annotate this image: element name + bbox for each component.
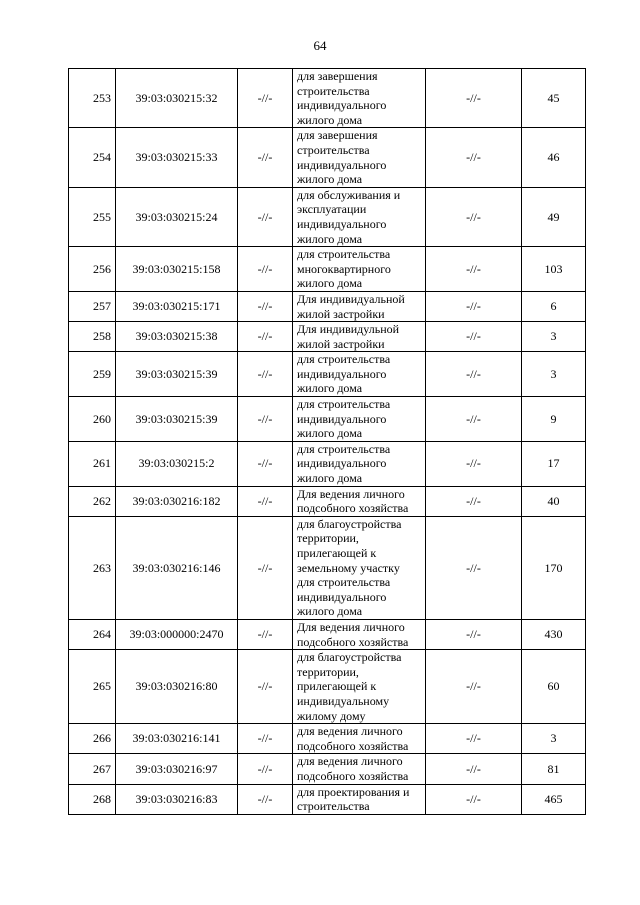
permitted-use-line: для благоустройства [297,516,402,531]
row-number: 265 [69,650,116,724]
table-row [69,128,586,187]
ditto-mark: -//- [426,247,522,292]
row-number: 266 [69,724,116,754]
cadastral-number: 39:03:030216:83 [116,784,238,814]
table-row [69,291,586,321]
permitted-use-line: жилого дома [297,112,363,127]
permitted-use-line: для ведения личного [297,724,403,739]
area-value: 46 [522,128,586,187]
row-number: 263 [69,516,116,619]
permitted-use [293,516,426,619]
ditto-mark: -//- [238,486,293,516]
permitted-use [293,724,426,754]
ditto-mark: -//- [426,650,522,724]
permitted-use-line: Для индивидульной [297,322,400,337]
cadastral-number: 39:03:030215:39 [116,397,238,442]
row-number: 255 [69,187,116,246]
cadastral-number: 39:03:030215:158 [116,247,238,292]
table-row [69,322,586,352]
row-number: 256 [69,247,116,292]
permitted-use [293,486,426,516]
permitted-use-line: Для индивидуальной [297,291,405,306]
table-row [69,516,586,619]
permitted-use-line: индивидуального [297,157,387,172]
table-row [69,486,586,516]
row-number: 260 [69,397,116,442]
table-row [69,187,586,246]
area-value: 60 [522,650,586,724]
row-number: 253 [69,69,116,128]
permitted-use-line: жилой застройки [297,336,385,351]
ditto-mark: -//- [238,352,293,397]
permitted-use-line: для завершения [297,128,378,143]
permitted-use [293,441,426,486]
ditto-mark: -//- [426,291,522,321]
ditto-mark: -//- [238,69,293,128]
permitted-use-line: индивидуального [297,411,387,426]
cadastral-number: 39:03:030215:33 [116,128,238,187]
permitted-use-line: для строительства [297,247,391,262]
permitted-use-line: строительства [297,83,370,98]
row-number: 264 [69,619,116,649]
permitted-use-line: для благоустройства [297,650,402,665]
permitted-use-line: Для ведения личного [297,486,405,501]
ditto-mark: -//- [238,441,293,486]
ditto-mark: -//- [426,619,522,649]
permitted-use-line: для обслуживания и [297,187,401,202]
permitted-use-line: подсобного хозяйства [297,738,409,753]
permitted-use-line: территории, [297,531,359,546]
permitted-use-line: многоквартирного [297,261,391,276]
permitted-use-line: для ведения личного [297,754,403,769]
ditto-mark: -//- [426,322,522,352]
area-value: 430 [522,619,586,649]
permitted-use [293,619,426,649]
row-number: 259 [69,352,116,397]
ditto-mark: -//- [238,754,293,784]
permitted-use-line: эксплуатации [297,202,367,217]
ditto-mark: -//- [238,516,293,619]
permitted-use-line: для строительства [297,397,391,412]
ditto-mark: -//- [238,128,293,187]
row-number: 258 [69,322,116,352]
cadastral-number: 39:03:030215:24 [116,187,238,246]
row-number: 268 [69,784,116,814]
row-number: 254 [69,128,116,187]
permitted-use-line: жилого дома [297,381,363,396]
area-value: 9 [522,397,586,442]
ditto-mark: -//- [238,784,293,814]
table-row [69,754,586,784]
permitted-use-line: жилого дома [297,604,363,619]
ditto-mark: -//- [238,724,293,754]
permitted-use-line: жилой застройки [297,306,385,321]
cadastral-number: 39:03:030215:171 [116,291,238,321]
permitted-use-line: подсобного хозяйства [297,634,409,649]
permitted-use [293,128,426,187]
permitted-use [293,322,426,352]
permitted-use [293,397,426,442]
permitted-use-line: прилегающей к [297,679,377,694]
land-plots-table [68,68,586,815]
area-value: 49 [522,187,586,246]
cadastral-number: 39:03:030215:2 [116,441,238,486]
row-number: 262 [69,486,116,516]
table-row [69,650,586,724]
permitted-use-line: строительства [297,142,370,157]
permitted-use [293,187,426,246]
permitted-use-line: индивидуального [297,366,387,381]
ditto-mark: -//- [426,784,522,814]
row-number: 257 [69,291,116,321]
table-row [69,397,586,442]
ditto-mark: -//- [426,187,522,246]
area-value: 465 [522,784,586,814]
ditto-mark: -//- [426,352,522,397]
cadastral-number: 39:03:030216:146 [116,516,238,619]
permitted-use-line: жилого дома [297,426,363,441]
area-value: 81 [522,754,586,784]
ditto-mark: -//- [426,69,522,128]
cadastral-number: 39:03:030216:182 [116,486,238,516]
ditto-mark: -//- [238,247,293,292]
permitted-use-line: жилому дому [297,708,366,723]
area-value: 3 [522,724,586,754]
ditto-mark: -//- [238,187,293,246]
permitted-use-line: для завершения [297,69,378,83]
ditto-mark: -//- [426,397,522,442]
area-value: 170 [522,516,586,619]
table-body [69,69,586,815]
area-value: 3 [522,322,586,352]
permitted-use-line: для проектирования и [297,784,410,799]
table-row [69,69,586,128]
ditto-mark: -//- [426,128,522,187]
cadastral-number: 39:03:030215:32 [116,69,238,128]
permitted-use-line: жилого дома [297,172,363,187]
ditto-mark: -//- [426,754,522,784]
row-number: 261 [69,441,116,486]
cadastral-number: 39:03:030215:38 [116,322,238,352]
permitted-use [293,754,426,784]
ditto-mark: -//- [426,516,522,619]
cadastral-number: 39:03:030216:97 [116,754,238,784]
permitted-use [293,784,426,814]
area-value: 103 [522,247,586,292]
permitted-use-line: жилого дома [297,471,363,486]
permitted-use-line: земельному участку [297,560,400,575]
ditto-mark: -//- [238,650,293,724]
permitted-use-line: строительства [297,799,370,814]
permitted-use-line: для строительства [297,441,391,456]
permitted-use-line: жилого дома [297,231,363,246]
permitted-use-line: индивидуального [297,216,387,231]
ditto-mark: -//- [426,441,522,486]
cadastral-number: 39:03:030215:39 [116,352,238,397]
permitted-use-line: жилого дома [297,276,363,291]
permitted-use-line: подсобного хозяйства [297,501,409,516]
row-number: 267 [69,754,116,784]
ditto-mark: -//- [238,397,293,442]
permitted-use [293,352,426,397]
cadastral-number: 39:03:030216:80 [116,650,238,724]
permitted-use-line: прилегающей к [297,546,377,560]
permitted-use-line: индивидуальному [297,693,390,708]
table-row [69,441,586,486]
table-row [69,619,586,649]
permitted-use-line: подсобного хозяйства [297,768,409,783]
permitted-use [293,69,426,128]
permitted-use [293,650,426,724]
permitted-use-line: индивидуального [297,456,387,471]
ditto-mark: -//- [426,724,522,754]
permitted-use-line: Для ведения личного [297,619,405,634]
ditto-mark: -//- [238,619,293,649]
permitted-use [293,247,426,292]
ditto-mark: -//- [238,291,293,321]
ditto-mark: -//- [238,322,293,352]
permitted-use-line: индивидуального [297,589,387,604]
table-row [69,352,586,397]
page-number: 64 [313,38,327,53]
area-value: 6 [522,291,586,321]
table-row [69,724,586,754]
area-value: 17 [522,441,586,486]
area-value: 3 [522,352,586,397]
ditto-mark: -//- [426,486,522,516]
permitted-use [293,291,426,321]
cadastral-number: 39:03:000000:2470 [116,619,238,649]
table-row [69,784,586,814]
cadastral-number: 39:03:030216:141 [116,724,238,754]
permitted-use-line: территории, [297,664,359,679]
table-row [69,247,586,292]
area-value: 40 [522,486,586,516]
permitted-use-line: для строительства [297,575,391,590]
area-value: 45 [522,69,586,128]
permitted-use-line: индивидуального [297,98,387,113]
permitted-use-line: для строительства [297,352,391,367]
